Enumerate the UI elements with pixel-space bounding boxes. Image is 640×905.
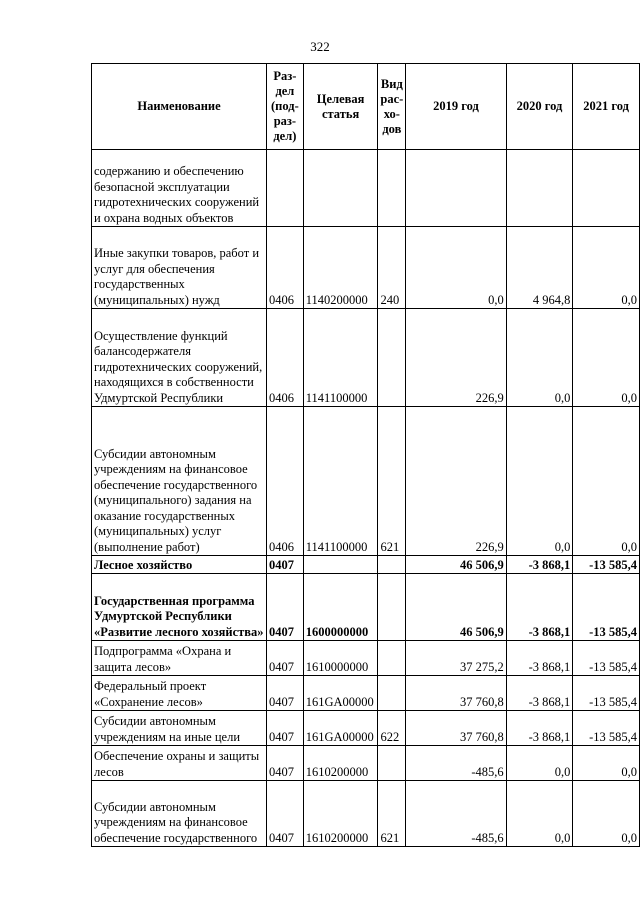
table-row — [92, 407, 640, 556]
table-row — [92, 711, 640, 746]
row-2019: 46 506,9 — [406, 556, 506, 574]
row-name: Государственная программа Удмуртской Республики «Развитие лесного хозяйства» — [92, 574, 267, 641]
table-row — [92, 746, 640, 781]
row-name: Обеспечение охраны и защиты лесов — [92, 746, 267, 781]
row-2019: 46 506,9 — [406, 574, 506, 641]
row-2020: 0,0 — [506, 746, 573, 781]
row-2020: -3 868,1 — [506, 676, 573, 711]
header-2020: 2020 год — [506, 64, 573, 150]
row-razdel: 0407 — [267, 556, 304, 574]
row-celevaya: 1600000000 — [303, 574, 378, 641]
row-2019: -485,6 — [406, 746, 506, 781]
row-name: Осуществление функций балансодержателя гидротехнических сооружений, находящихся в собственности Удмуртской Республики — [92, 309, 267, 407]
row-2021: -13 585,4 — [573, 574, 640, 641]
row-celevaya: 1610200000 — [303, 781, 378, 847]
row-2019: 37 760,8 — [406, 676, 506, 711]
row-2020: -3 868,1 — [506, 711, 573, 746]
row-vid — [378, 556, 406, 574]
row-2020: 0,0 — [506, 781, 573, 847]
header-celevaya-line: статья — [321, 106, 360, 121]
row-2021: 0,0 — [573, 309, 640, 407]
row-2019: 226,9 — [406, 407, 506, 556]
header-razdel-line: раз- — [273, 114, 297, 128]
row-vid: 240 — [378, 227, 406, 309]
table-row — [92, 227, 640, 309]
row-razdel: 0406 — [267, 407, 304, 556]
header-2019: 2019 год — [406, 64, 506, 150]
header-vid-line: хо- — [383, 106, 400, 121]
row-2021: -13 585,4 — [573, 556, 640, 574]
row-name: содержанию и обеспечению безопасной эксплуатации гидротехнических сооружений и охрана водных объектов — [92, 150, 267, 227]
row-name: Субсидии автономным учреждениям на финансовое обеспечение государственного — [92, 781, 267, 847]
row-2021: -13 585,4 — [573, 711, 640, 746]
row-celevaya: 1140200000 — [303, 227, 378, 309]
row-2021: -13 585,4 — [573, 676, 640, 711]
header-celevaya-line: Целевая — [316, 91, 365, 106]
row-vid — [378, 746, 406, 781]
row-2021: 0,0 — [573, 746, 640, 781]
row-2019: 226,9 — [406, 309, 506, 407]
row-razdel: 0407 — [267, 746, 304, 781]
table-row — [92, 150, 640, 227]
row-celevaya — [303, 556, 378, 574]
row-vid — [378, 641, 406, 676]
row-vid — [378, 309, 406, 407]
row-2020: 0,0 — [506, 309, 573, 407]
header-vid-line: рас- — [380, 91, 404, 106]
row-2020: -3 868,1 — [506, 556, 573, 574]
table-header-row — [92, 64, 640, 150]
row-vid: 621 — [378, 407, 406, 556]
row-razdel: 0406 — [267, 227, 304, 309]
row-vid: 621 — [378, 781, 406, 847]
row-celevaya: 1610200000 — [303, 746, 378, 781]
row-celevaya: 161GA00000 — [303, 711, 378, 746]
row-2021: -13 585,4 — [573, 641, 640, 676]
row-name: Подпрограмма «Охрана и защита лесов» — [92, 641, 267, 676]
row-2020: -3 868,1 — [506, 574, 573, 641]
row-name: Субсидии автономным учреждениям на финансовое обеспечение государственного (муниципального) задания на оказание государственных (муниципальных) услуг (выполнение работ) — [92, 407, 267, 556]
row-2020: 0,0 — [506, 407, 573, 556]
row-2019: 0,0 — [406, 227, 506, 309]
table-row — [92, 676, 640, 711]
row-name: Федеральный проект «Сохранение лесов» — [92, 676, 267, 711]
row-vid — [378, 676, 406, 711]
row-name: Иные закупки товаров, работ и услуг для обеспечения государственных (муниципальных) нужд — [92, 227, 267, 309]
row-razdel: 0407 — [267, 676, 304, 711]
header-razdel-line: дел — [275, 84, 295, 98]
table-row — [92, 574, 640, 641]
header-vid-line: Вид — [380, 76, 403, 91]
header-celevaya — [303, 64, 378, 150]
header-razdel-line: Раз- — [273, 69, 297, 83]
row-2021 — [573, 150, 640, 227]
row-2021: 0,0 — [573, 781, 640, 847]
header-razdel-line: (под- — [271, 99, 299, 113]
header-name: Наименование — [92, 64, 267, 150]
row-vid — [378, 150, 406, 227]
row-2019: 37 760,8 — [406, 711, 506, 746]
header-vid-line: дов — [382, 121, 402, 136]
header-razdel-line: дел) — [273, 129, 297, 143]
row-razdel: 0407 — [267, 711, 304, 746]
row-2019: -485,6 — [406, 781, 506, 847]
row-2020: -3 868,1 — [506, 641, 573, 676]
header-razdel — [267, 64, 304, 150]
row-razdel: 0407 — [267, 574, 304, 641]
row-celevaya: 161GA00000 — [303, 676, 378, 711]
row-razdel — [267, 150, 304, 227]
row-2021: 0,0 — [573, 407, 640, 556]
row-celevaya — [303, 150, 378, 227]
row-vid — [378, 574, 406, 641]
row-razdel: 0407 — [267, 781, 304, 847]
row-celevaya: 1141100000 — [303, 309, 378, 407]
row-2019: 37 275,2 — [406, 641, 506, 676]
row-2019 — [406, 150, 506, 227]
table-row — [92, 781, 640, 847]
row-razdel: 0406 — [267, 309, 304, 407]
row-vid: 622 — [378, 711, 406, 746]
table-row — [92, 641, 640, 676]
header-vid — [378, 64, 406, 150]
budget-table — [91, 63, 640, 847]
table-row — [92, 309, 640, 407]
row-2021: 0,0 — [573, 227, 640, 309]
page-number: 322 — [310, 39, 330, 54]
row-2020: 4 964,8 — [506, 227, 573, 309]
row-2020 — [506, 150, 573, 227]
row-celevaya: 1610000000 — [303, 641, 378, 676]
row-razdel: 0407 — [267, 641, 304, 676]
row-name: Лесное хозяйство — [92, 556, 267, 574]
row-celevaya: 1141100000 — [303, 407, 378, 556]
table-row — [92, 556, 640, 574]
header-2021: 2021 год — [573, 64, 640, 150]
row-name: Субсидии автономным учреждениям на иные цели — [92, 711, 267, 746]
